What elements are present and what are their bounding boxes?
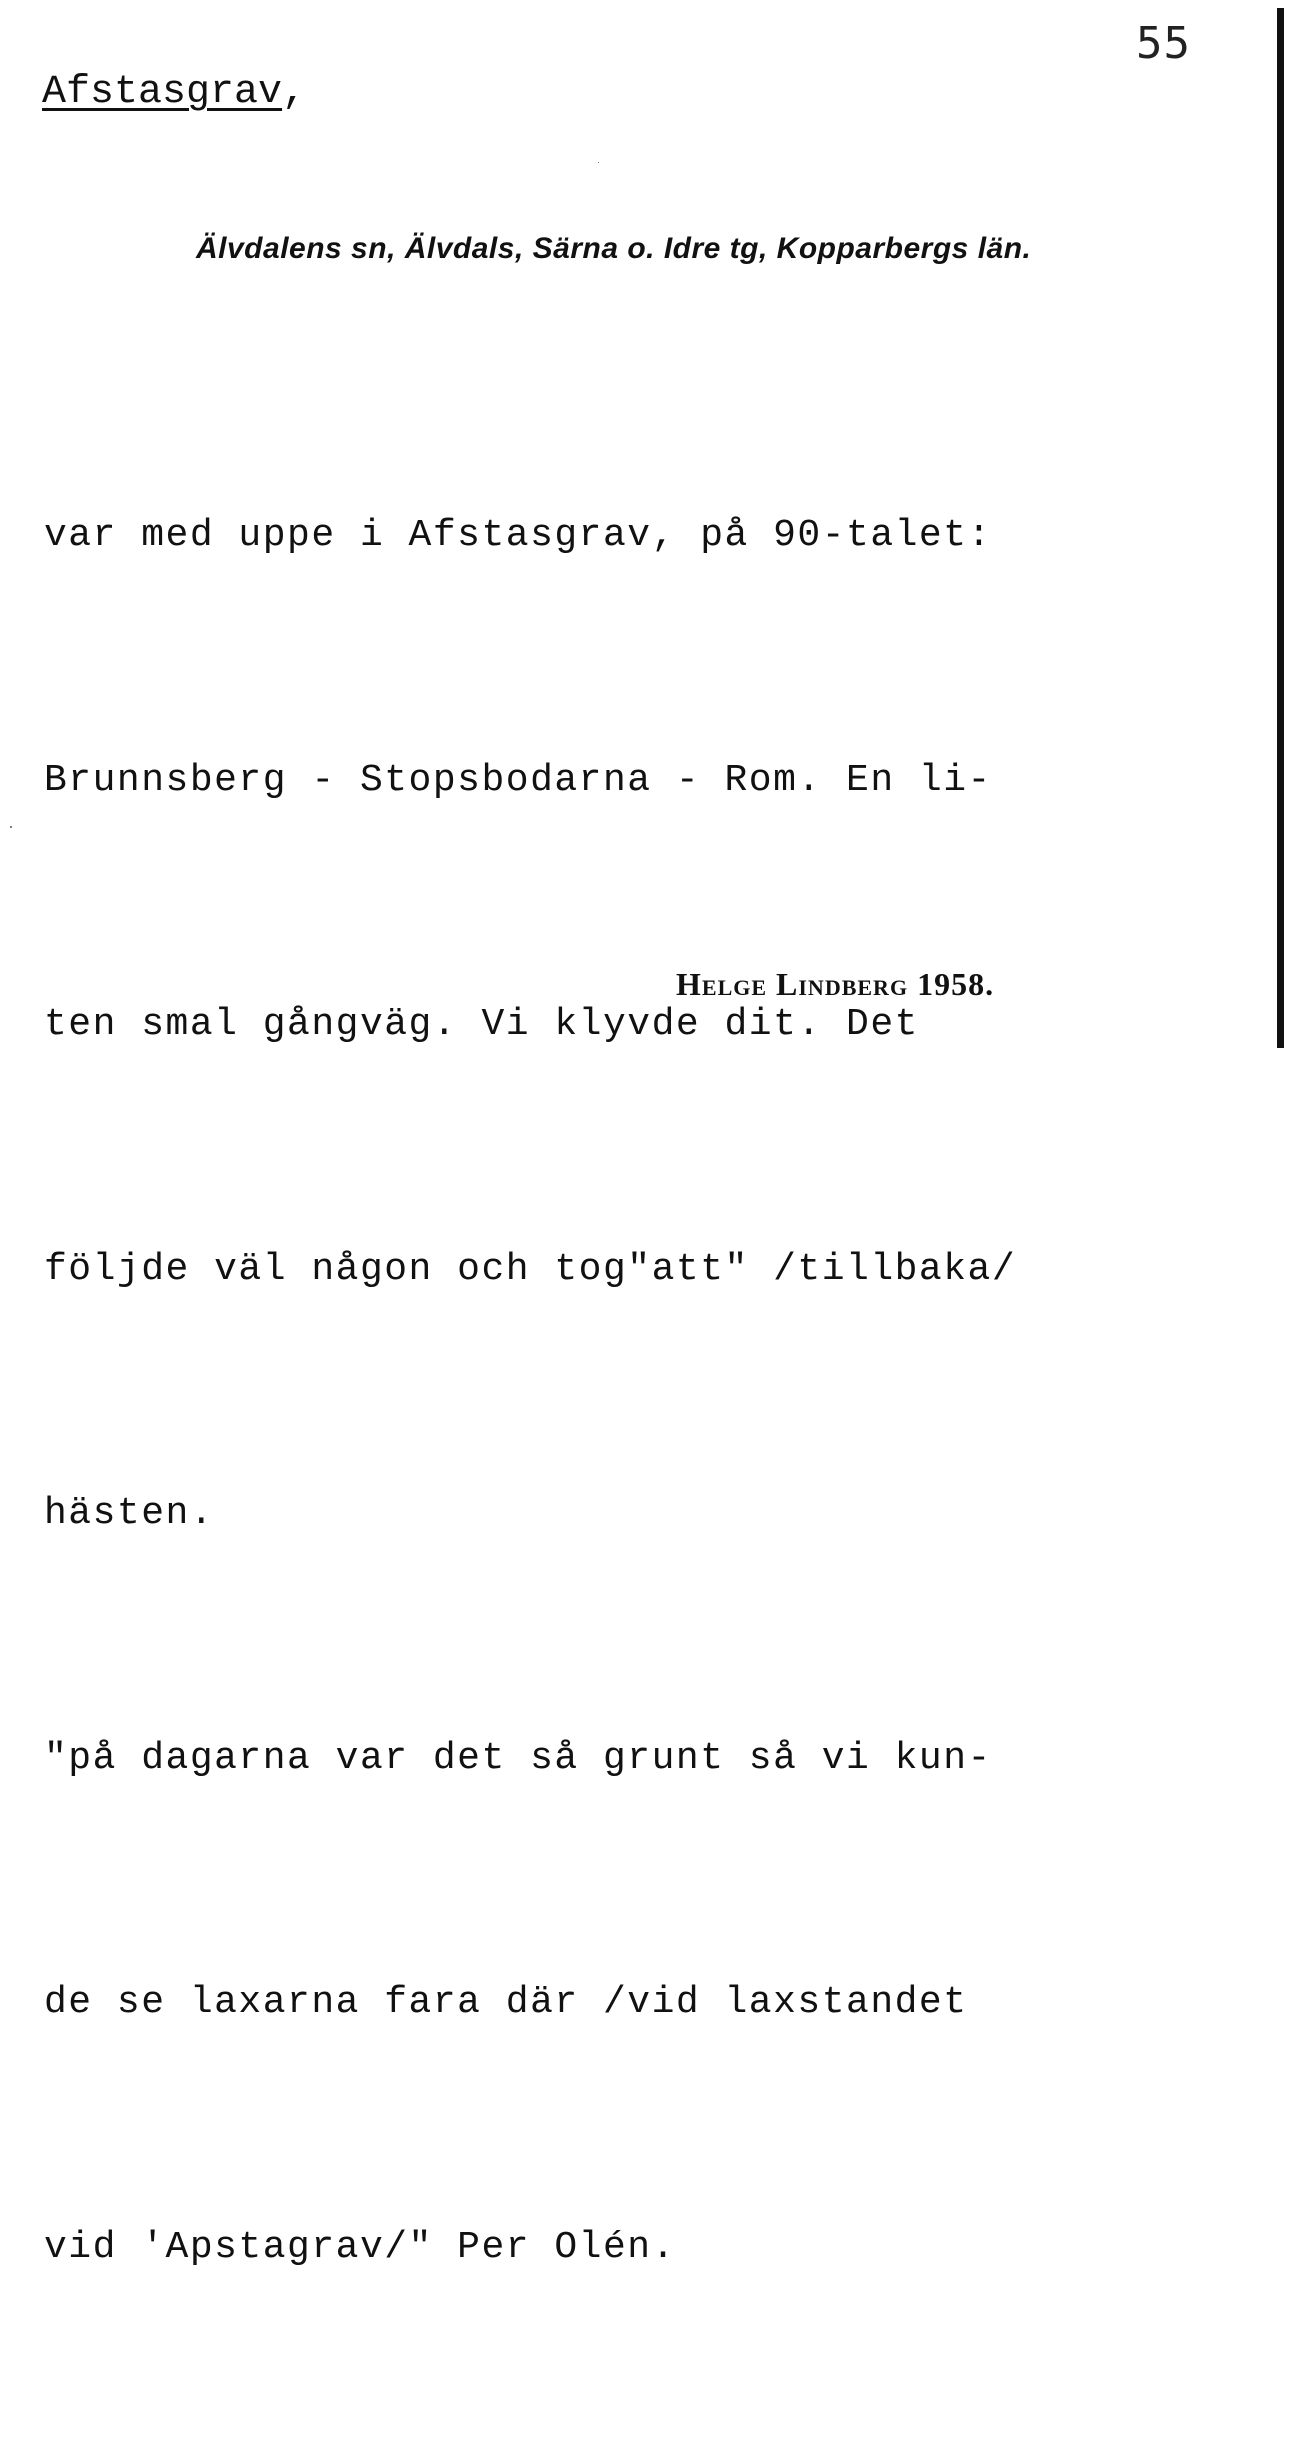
text-line-8: vid 'Apstagrav/" Per Olén. <box>44 2225 676 2269</box>
card-heading <box>42 70 306 115</box>
card-edge-rule <box>1277 8 1284 1048</box>
text-line-7: de se laxarna fara där /vid laxstandet <box>44 1981 968 2024</box>
place-name: Afstasgrav <box>42 70 283 115</box>
text-line-4: följde väl någon och tog"att" /tillbaka/ <box>44 1247 1017 1291</box>
collector-name: Helge Lindberg <box>676 966 909 1002</box>
heading-comma: , <box>282 70 307 115</box>
collector-signature <box>676 966 994 1003</box>
scan-speck <box>10 826 12 828</box>
text-line-1: var med uppe i Afstasgrav, på 90-talet: <box>44 514 992 557</box>
record-text <box>44 332 1016 2451</box>
text-line-6: "på dagarna var det så grunt så vi kun- <box>44 1736 992 1780</box>
text-line-3: ten smal gångväg. Vi klyvde dit. Det <box>44 1003 919 1046</box>
collection-year: 1958. <box>917 966 995 1002</box>
scan-speck <box>598 162 599 163</box>
text-line-2: Brunnsberg - Stopsbodarna - Rom. En li- <box>44 758 992 802</box>
text-line-5: hästen. <box>44 1492 215 1535</box>
location-line: Älvdalens sn, Älvdals, Särna o. Idre tg, Kopparbergs län. <box>196 232 1032 265</box>
page-number: 55 <box>1136 18 1191 69</box>
